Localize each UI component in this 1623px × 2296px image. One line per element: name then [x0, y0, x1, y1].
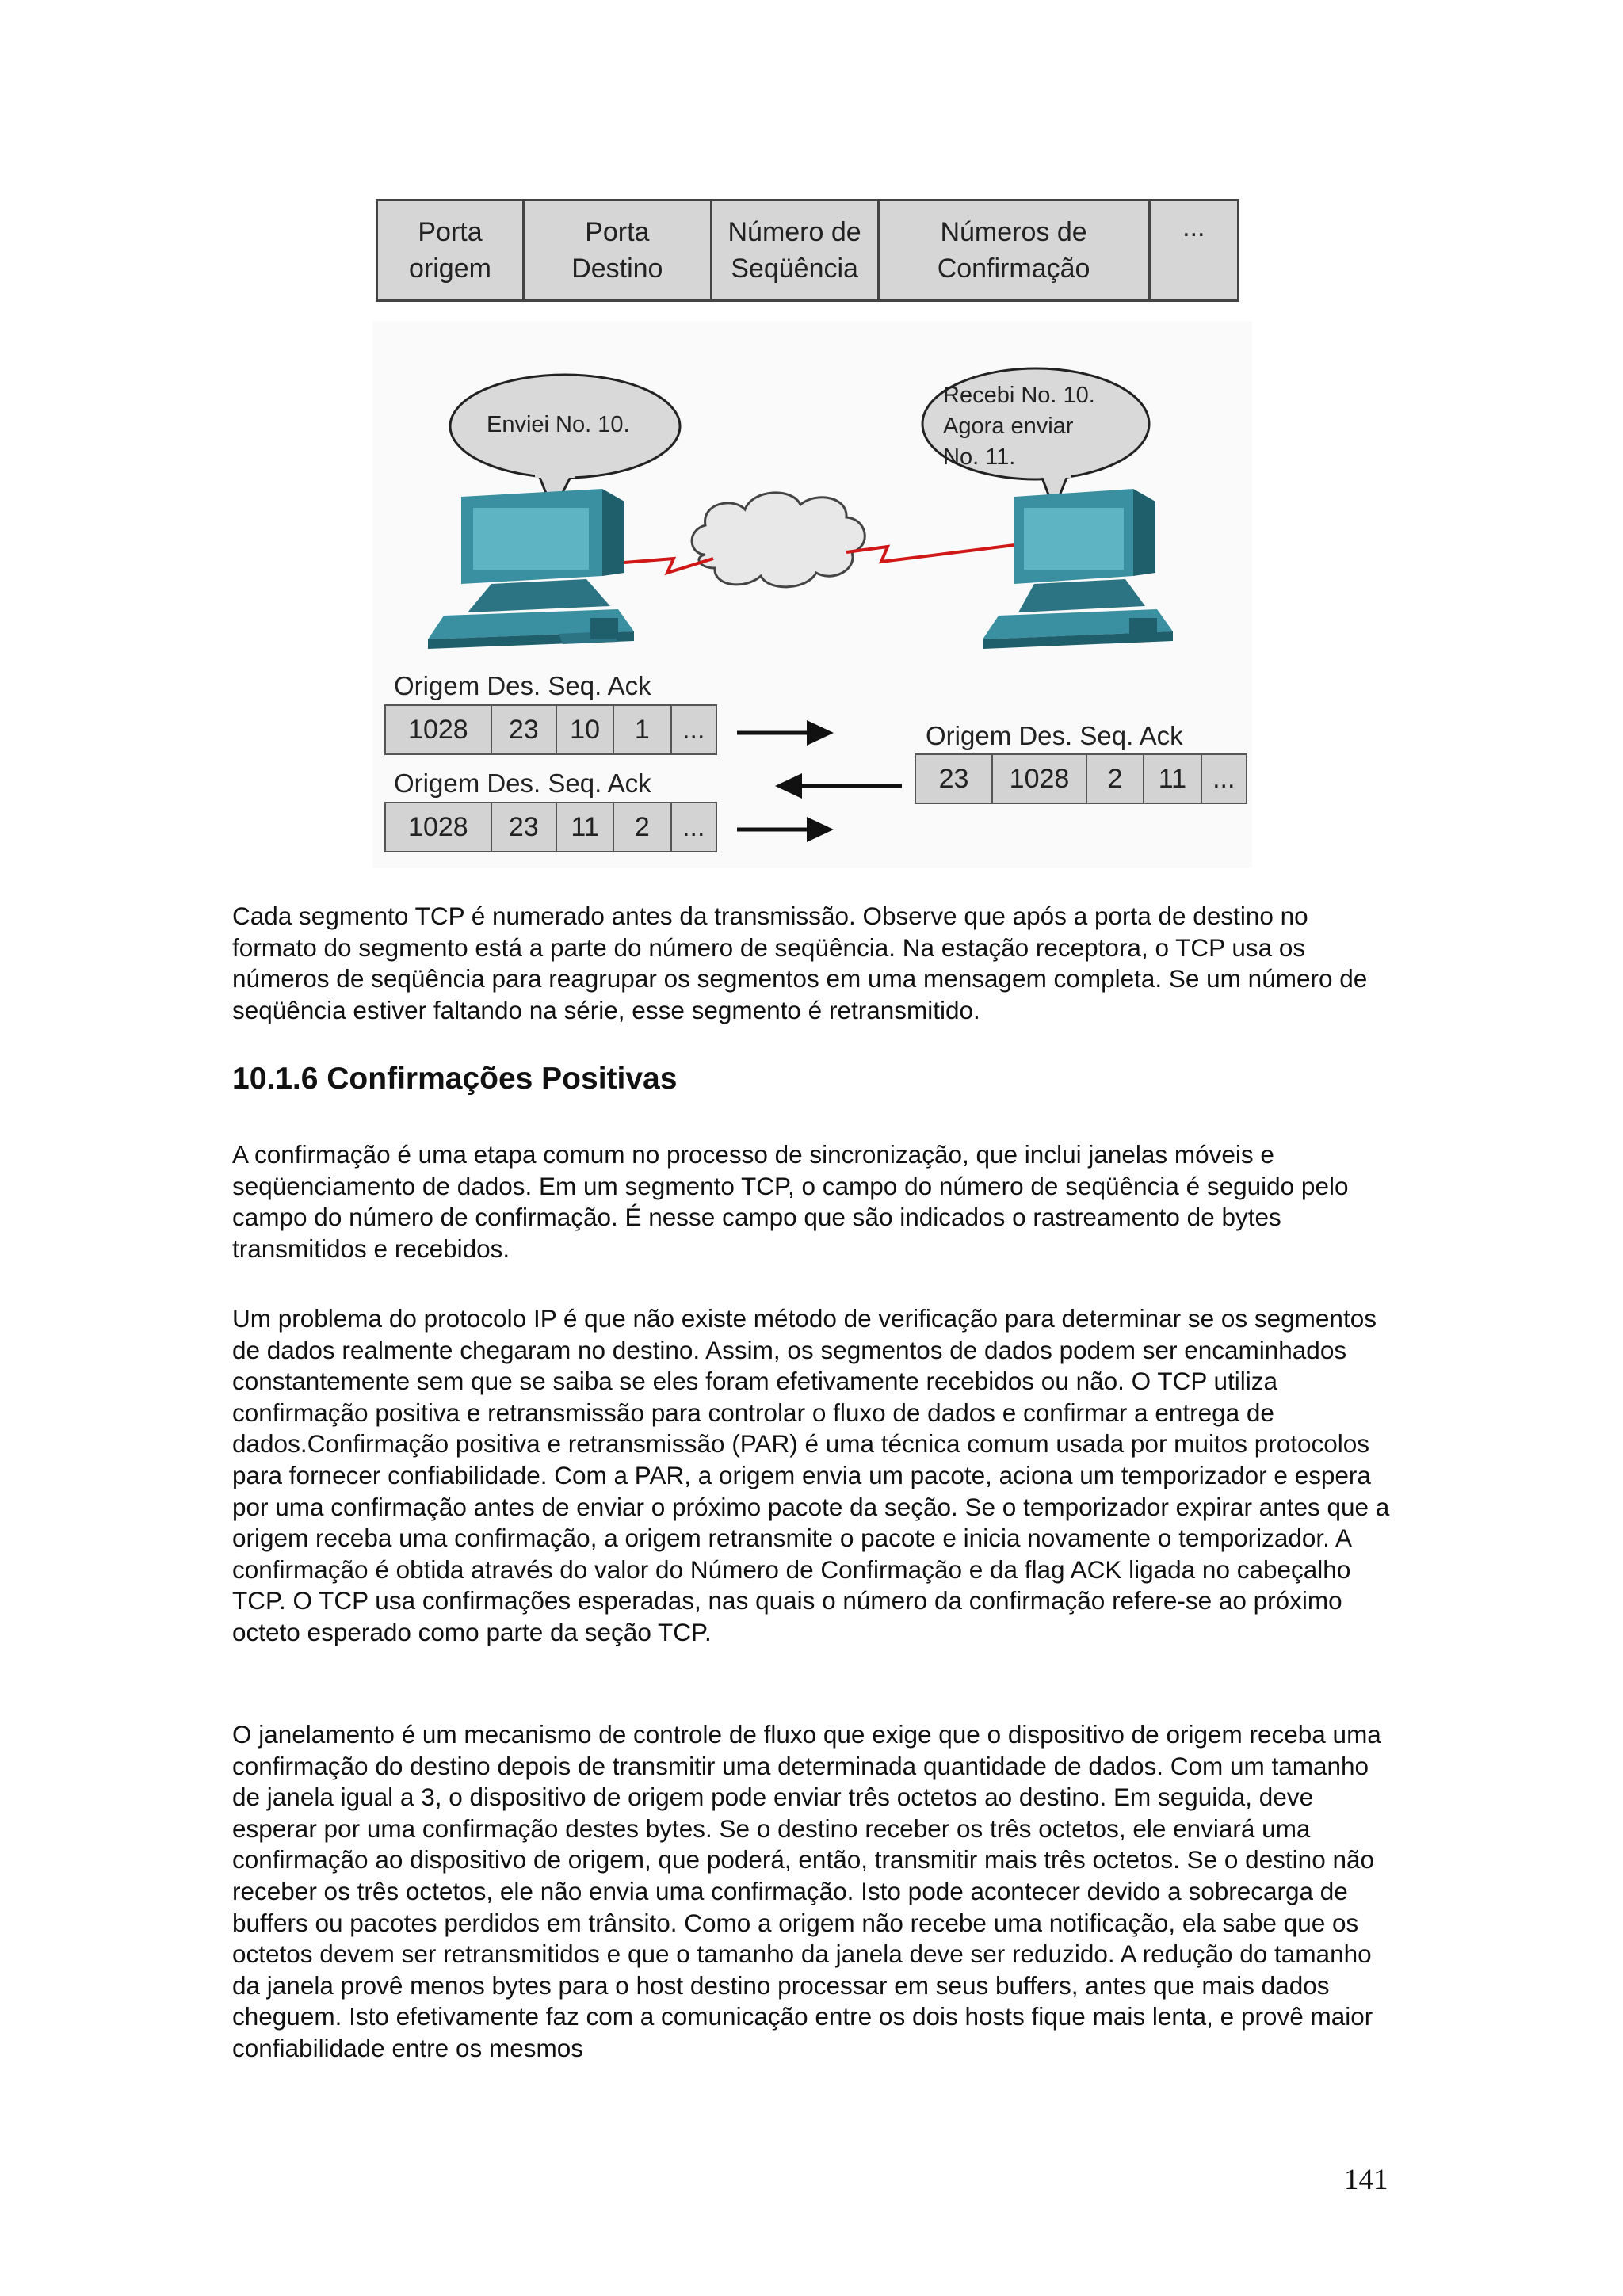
paragraph-ack-intro: A confirmação é uma etapa comum no processo de sincronização, que inclui janelas móveis e seqüenciamento de dados. Em um segmento TCP, o campo do número de seqüência é seguido pelo campo do número de confirmação. É nesse campo que são indicados o rastreamento de bytes transmitidos e recebidos. — [232, 1140, 1349, 1263]
segment-label: Origem Des. Seq. Ack — [394, 671, 651, 700]
paragraph-par: Um problema do protocolo IP é que não existe método de verificação para determinar se os segmentos de dados realmente chegaram no destino. Assim, os segmentos de dados podem ser encaminhados constantemente sem que se saiba se eles foram efetivamente recebidos ou não. O TCP utiliza confirmação positiva e retransmissão para controlar o fluxo de dados e confirmar a entrega de dados.Confirmação positiva e retransmissão (PAR) é uma técnica comum usada por muitos protocolos para fornecer confiabilidade. Com a PAR, a origem envia um pacote, aciona um temporizador e espera por uma confirmação antes de enviar o próximo pacote da seção. Se o temporizador expirar antes que a origem receba uma confirmação, a origem retransmite o pacote e inicia novamente o temporizador. A confirmação é obtida através do valor do Número de Confirmação e da flag ACK ligada no cabeçalho TCP. O TCP usa confirmações esperadas, nas quais o número da confirmação refere-se ao próximo octeto esperado como parte da seção TCP. — [232, 1304, 1390, 1646]
network-cloud-icon — [692, 493, 865, 587]
segment-cell: 1 — [614, 706, 671, 753]
segment-row-1 — [384, 704, 717, 755]
segment-cell: 2 — [614, 803, 671, 851]
header-cell-more — [1151, 201, 1237, 299]
segment-cell: 1028 — [386, 803, 492, 851]
segment-cell: 10 — [557, 706, 614, 753]
segment-cell: ... — [682, 811, 705, 842]
header-cell-line: Número de — [727, 217, 861, 247]
header-cell-ack-number — [880, 201, 1151, 299]
segment-cell: ... — [1212, 763, 1235, 794]
segment-label: Origem Des. Seq. Ack — [926, 721, 1183, 750]
header-cell-line: origem — [409, 254, 491, 284]
header-cell-dest-port — [525, 201, 712, 299]
right-bubble-line: Recebi No. 10. — [943, 383, 1095, 408]
header-cell-line: Seqüência — [731, 254, 858, 284]
right-bubble-text — [943, 380, 1095, 473]
paragraph-windowing: O janelamento é um mecanismo de controle de fluxo que exige que o dispositivo de origem receba uma confirmação do destino depois de transmitir uma determinada quantidade de dados. Com um tamanho de janela igual a 3, o dispositivo de origem pode enviar três octetos ao destino. Em seguida, deve esperar por uma confirmação destes bytes. Se o destino receber os três octetos, ele enviará uma confirmação ao dispositivo de origem, que poderá, então, transmitir mais três octetos. Se o destino não receber os três octetos, ele não envia uma confirmação. Isto pode acontecer devido a sobrecarga de buffers ou pacotes perdidos em trânsito. Como a origem não recebe uma notificação, ela sabe que os octetos devem ser retransmitidos e que o tamanho da janela deve ser reduzido. A redução do tamanho da janela provê menos bytes para o host destino processar em seus buffers, antes que mais dados cheguem. Isto efetivamente faz com a comunicação entre os dois hosts fique mais lenta, e provê maior confiabilidade entre os mesmos — [232, 1720, 1381, 2062]
segment-cell: 1028 — [993, 755, 1087, 803]
segment-row-2 — [915, 753, 1247, 804]
segment-cell: 2 — [1087, 755, 1144, 803]
tcp-header-table — [376, 199, 1239, 302]
segment-label: Origem Des. Seq. Ack — [394, 769, 651, 798]
segment-cell: ... — [682, 714, 705, 745]
header-cell-sequence-number — [712, 201, 880, 299]
header-cell-line: ... — [1182, 212, 1205, 242]
right-bubble-line: Agora enviar — [943, 414, 1074, 439]
header-cell-line: Porta — [585, 217, 650, 247]
header-cell-line: Números de — [940, 217, 1087, 247]
section-heading: 10.1.6 Confirmações Positivas — [232, 1062, 678, 1096]
tcp-ack-diagram — [372, 321, 1252, 868]
page-number: 141 — [1344, 2164, 1388, 2196]
segment-cell: 23 — [492, 803, 557, 851]
left-bubble-text: Enviei No. 10. — [487, 412, 630, 437]
segment-cell: 11 — [1144, 755, 1201, 803]
segment-cell: 11 — [557, 803, 614, 851]
header-cell-source-port — [378, 201, 525, 299]
header-cell-line: Confirmação — [937, 254, 1090, 284]
header-cell-line: Destino — [571, 254, 663, 284]
segment-cell: 1028 — [386, 706, 492, 753]
segment-cell: 23 — [492, 706, 557, 753]
header-cell-line: Porta — [418, 217, 483, 247]
right-bubble-line: No. 11. — [943, 444, 1016, 470]
paragraph-segment-numbering: Cada segmento TCP é numerado antes da transmissão. Observe que após a porta de destino no formato do segmento está a parte do número de seqüência. Na estação receptora, o TCP usa os números de seqüência para reagrupar os segmentos em uma mensagem completa. Se um número de seqüência estiver faltando na série, esse segmento é retransmitido. — [232, 902, 1368, 1024]
segment-cell: 23 — [916, 755, 993, 803]
segment-row-3 — [384, 802, 717, 852]
